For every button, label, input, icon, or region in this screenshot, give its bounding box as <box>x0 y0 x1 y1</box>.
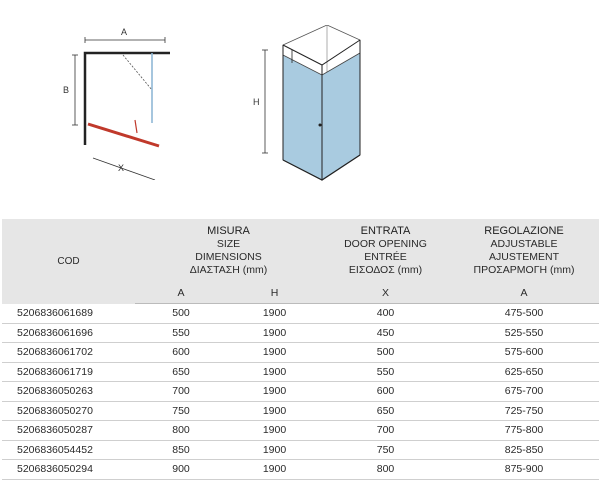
header-misura-line3: DIMENSIONS <box>195 251 262 263</box>
plan-view-diagram <box>55 20 195 180</box>
door-handle <box>319 124 322 127</box>
cell-h: 1900 <box>227 401 322 421</box>
isometric-shower-diagram <box>250 25 375 190</box>
diagrams-area <box>0 0 599 215</box>
cell-cod: 5206836061696 <box>2 323 135 343</box>
cell-x: 500 <box>322 343 449 363</box>
header-misura-line4: ΔΙΑΣΤΑΣΗ (mm) <box>189 264 268 276</box>
cell-cod: 5206836061719 <box>2 362 135 382</box>
door-swing-path <box>123 55 152 90</box>
cell-x: 600 <box>322 382 449 402</box>
header-entrata-line1: ENTRATA <box>360 225 411 237</box>
cell-x: 550 <box>322 362 449 382</box>
header-regolazione-line2: ADJUSTABLE <box>490 238 558 250</box>
cell-x: 650 <box>322 401 449 421</box>
subheader-x: X <box>322 283 449 304</box>
label-b: B <box>63 85 70 95</box>
cell-a: 600 <box>135 343 227 363</box>
cell-a: 650 <box>135 362 227 382</box>
header-entrata-line3: ENTRÉE <box>364 251 407 263</box>
header-cod: COD <box>2 219 135 304</box>
header-regolazione-line4: ΠΡΟΣΑΡΜΟΓΗ (mm) <box>473 264 575 276</box>
label-a: A <box>121 27 128 37</box>
cell-cod: 5206836050263 <box>2 382 135 402</box>
door-panel <box>88 124 159 146</box>
glass-panel-left <box>283 55 322 180</box>
cell-cod: 5206836061689 <box>2 304 135 324</box>
cell-adjustable: 575-600 <box>449 343 599 363</box>
specification-table <box>2 219 599 480</box>
table-row <box>2 440 599 460</box>
table-row <box>2 382 599 402</box>
table-row <box>2 421 599 441</box>
cell-h: 1900 <box>227 460 322 480</box>
cell-cod: 5206836050287 <box>2 421 135 441</box>
cell-adjustable: 525-550 <box>449 323 599 343</box>
label-x: X <box>118 163 125 173</box>
cell-cod: 5206836061702 <box>2 343 135 363</box>
cell-h: 1900 <box>227 304 322 324</box>
cell-a: 900 <box>135 460 227 480</box>
cell-h: 1900 <box>227 382 322 402</box>
subheader-a: A <box>135 283 227 304</box>
cell-a: 800 <box>135 421 227 441</box>
cell-cod: 5206836054452 <box>2 440 135 460</box>
table-row <box>2 362 599 382</box>
cell-x: 750 <box>322 440 449 460</box>
header-misura-line2: SIZE <box>216 238 241 250</box>
header-entrata-line4: ΕΙΣΟΔΟΣ (mm) <box>348 264 423 276</box>
cell-adjustable: 775-800 <box>449 421 599 441</box>
table-row <box>2 323 599 343</box>
table-header-row <box>2 219 599 283</box>
glass-panel-right <box>322 53 360 180</box>
subheader-h: H <box>227 283 322 304</box>
cell-x: 400 <box>322 304 449 324</box>
header-entrata-line2: DOOR OPENING <box>344 238 427 250</box>
cell-a: 850 <box>135 440 227 460</box>
wall-outline <box>85 53 170 145</box>
cell-adjustable: 725-750 <box>449 401 599 421</box>
header-regolazione <box>449 219 599 283</box>
cell-adjustable: 875-900 <box>449 460 599 480</box>
cell-h: 1900 <box>227 362 322 382</box>
cell-h: 1900 <box>227 323 322 343</box>
cell-h: 1900 <box>227 440 322 460</box>
label-h: H <box>253 97 260 107</box>
header-misura-line1: MISURA <box>207 225 250 237</box>
table-row <box>2 460 599 480</box>
header-regolazione-line3: AJUSTEMENT <box>489 251 560 263</box>
cell-x: 700 <box>322 421 449 441</box>
cell-a: 500 <box>135 304 227 324</box>
cell-a: 550 <box>135 323 227 343</box>
subheader-a2: A <box>449 283 599 304</box>
table-row <box>2 304 599 324</box>
table-body <box>2 304 599 480</box>
cell-adjustable: 625-650 <box>449 362 599 382</box>
cell-cod: 5206836050294 <box>2 460 135 480</box>
cell-x: 800 <box>322 460 449 480</box>
header-regolazione-line1: REGOLAZIONE <box>484 225 564 237</box>
cell-a: 750 <box>135 401 227 421</box>
cell-cod: 5206836050270 <box>2 401 135 421</box>
cell-a: 700 <box>135 382 227 402</box>
cell-adjustable: 825-850 <box>449 440 599 460</box>
header-misura <box>135 219 322 283</box>
adjust-arrow <box>135 120 137 133</box>
cell-h: 1900 <box>227 421 322 441</box>
header-entrata <box>322 219 449 283</box>
table-row <box>2 343 599 363</box>
cell-adjustable: 475-500 <box>449 304 599 324</box>
cell-adjustable: 675-700 <box>449 382 599 402</box>
table-row <box>2 401 599 421</box>
cell-h: 1900 <box>227 343 322 363</box>
cell-x: 450 <box>322 323 449 343</box>
